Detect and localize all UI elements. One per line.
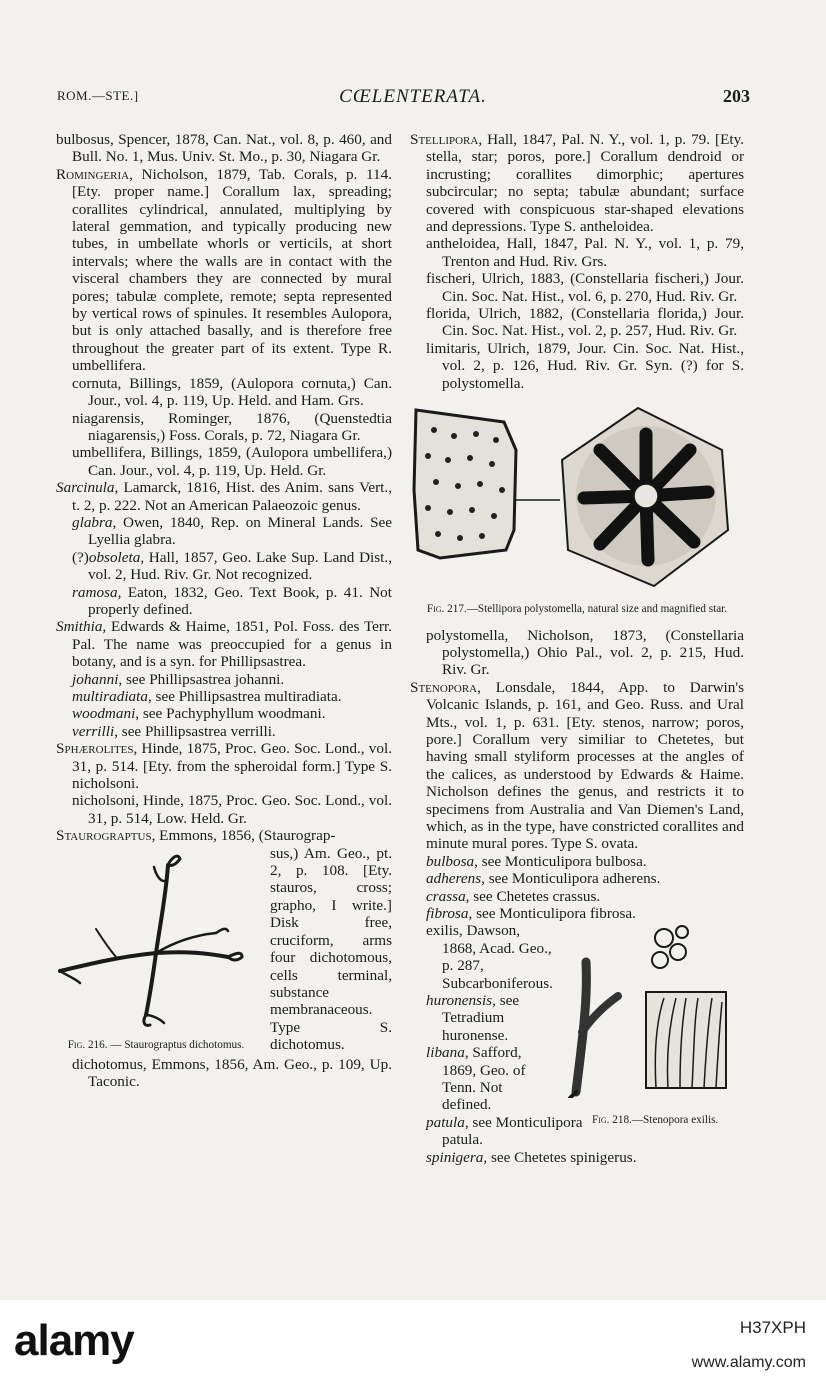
right-column [410, 131, 744, 1166]
entry-verrilli: verrilli, see Phillipsastrea verrilli. [72, 722, 276, 740]
page-number: 203 [723, 86, 750, 106]
entry-huronensis: huronensis, see Tetradium huronense. [426, 992, 520, 1044]
entry-libana: libana, Safford, 1869, Geo. of Tenn. Not defined. [426, 1044, 526, 1114]
stenopora-illustration [552, 922, 744, 1098]
fig218-block [410, 922, 744, 1113]
entry-umbellifera: umbellifera, Billings, 1859, (Aulopora umbellifera,) Can. Jour., vol. 4, p. 119, Up. Held. Gr. [72, 444, 392, 479]
entry-ramosa: ramosa, Eaton, 1832, Geo. Text Book, p. 41. Not properly defined. [72, 583, 392, 618]
entry-florida: florida, Ulrich, 1882, (Constellaria florida,) Jour. Cin. Soc. Nat. Hist., vol. 2, p. 257, Hud. Riv. Gr. [426, 305, 744, 340]
entry-staurograptus: Staurograptus, Emmons, 1856, (Staurograp- [56, 827, 336, 845]
entry-multiradiata: multiradiata, see Phillipsastrea multiradiata. [72, 688, 342, 705]
running-head-title: CŒLENTERATA. [339, 86, 487, 107]
entry-woodmani: woodmani, see Pachyphyllum woodmani. [72, 705, 326, 723]
entry-romingeria: Romingeria, Nicholson, 1879, Tab. Corals, p. 114. [Ety. proper name.] Corallum lax, spreading; corallites cylindrical, annulated, multiplying by lateral gemmation, and typically producing new tubes, in umbellate whorls or verticils, at short intervals; where the walls are in contact with the visceral chambers they are connected by mural pores; tabulæ complete, remote; septa represented by vertical rows of spinules. It resembles Aulopora, but is only attached basally, and is therefore free throughout the greater part of its extent. Type R. umbellifera. [56, 165, 392, 375]
entry-sarcinula: Sarcinula, Lamarck, 1816, Hist. des Anim. sans Vert., t. 2, p. 222. Not an American Palaeozoic genus. [56, 479, 392, 514]
entry-antheloidea: antheloidea, Hall, 1847, Pal. N. Y., vol. 1, p. 79, Trenton and Hud. Riv. Grs. [426, 235, 744, 270]
stenopora-species-list [410, 922, 552, 1113]
entry-obsoleta: (?)obsoleta, Hall, 1857, Geo. Lake Sup. Land Dist., vol. 2, Hud. Riv. Gr. Not recognized. [72, 548, 392, 584]
entry-dichotomus: dichotomus, Emmons, 1856, Am. Geo., p. 109, Up. Taconic. [72, 1055, 392, 1090]
stellipora-magnified-star [562, 408, 728, 586]
entry-fibrosa: fibrosa, see Monticulipora fibrosa. [426, 905, 636, 922]
site-url: www.alamy.com [691, 1354, 806, 1371]
fig216-block [56, 845, 392, 1054]
left-column [56, 131, 392, 1090]
fig216-caption: Fig. 216. — Staurograptus dichotomus. [67, 1039, 245, 1052]
entry-stenopora: Stenopora, Lonsdale, 1844, App. to Darwin's Volcanic Islands, p. 161, and Geo. Russ. and Ural Mts., vol. 1, p. 631. [Ety. stenos, narrow; poros, pore.] Corallum very similiar to Chetetes, but having small styliform processes at the angles of the calices, as understood by Edwards & Haime. Nicholson defines the genus, and restricts it to specimens from Australia and Van Diemen's Land, which, as in the type, have constricted corallites and minute mural pores. Type S. ovata. [410, 678, 744, 853]
brand-logo: alamy [14, 1316, 134, 1365]
entry-exilis: exilis, Dawson, 1868, Acad. Geo., p. 287, Subcarboniferous. [426, 922, 553, 992]
figure-216 [56, 845, 256, 1054]
fig218-caption-row [410, 1114, 744, 1149]
entry-bulbosus: bulbosus, Spencer, 1878, Can. Nat., vol. 8, p. 460, and Bull. No. 1, Mus. Univ. St. Mo., p. 30, Niagara Gr. [56, 131, 392, 166]
stellipora-natural-size-specimen [414, 410, 516, 558]
entry-stellipora: Stellipora, Hall, 1847, Pal. N. Y., vol. 1, p. 79. [Ety. stella, star; poros, pore.] Corallum dendroid or incrusting; corallites dimorphic; apertures subcircular; no septa; tabulæ abundant; surface covered with conspicuous star-shaped elevations and depressions. Type S. antheloidea. [410, 131, 744, 236]
entry-adherens: adherens, see Monticulipora adherens. [426, 870, 661, 888]
entry-nicholsoni: nicholsoni, Hinde, 1875, Proc. Geo. Soc. Lond., vol. 31, p. 514, Low. Held. Gr. [72, 792, 392, 827]
entry-patula: patula, see Monticulipora patula. [426, 1113, 583, 1149]
entry-cornuta: cornuta, Billings, 1859, (Aulopora cornuta,) Can. Jour., vol. 4, p. 119, Up. Held. and Ham. Grs. [72, 374, 392, 410]
entry-spinigera: spinigera, see Chetetes spinigerus. [426, 1148, 637, 1166]
entry-fischeri: fischeri, Ulrich, 1883, (Constellaria fischeri,) Jour. Cin. Soc. Nat. Hist., vol. 6, p. 270, Hud. Riv. Gr. [426, 270, 744, 305]
figure-217 [410, 400, 744, 614]
entry-limitaris: limitaris, Ulrich, 1879, Jour. Cin. Soc. Nat. Hist., vol. 2, p. 126, Hud. Riv. Gr. Syn. (?) for S. polystomella. [426, 339, 744, 392]
entry-crassa: crassa, see Chetetes crassus. [426, 887, 601, 905]
entry-bulbosa: bulbosa, see Monticulipora bulbosa. [426, 852, 647, 870]
stock-image-id: H37XPH [739, 1318, 806, 1337]
figure-218 [552, 922, 744, 1113]
stellipora-illustration [410, 400, 744, 596]
entry-polystomella: polystomella, Nicholson, 1873, (Constellaria polystomella,) Ohio Pal., vol. 2, p. 215, Hud. Riv. Gr. [426, 626, 744, 679]
fig217-caption: Fig. 217.—Stellipora polystomella, natural size and magnified star. [426, 602, 728, 615]
entry-niagarensis: niagarensis, Rominger, 1876, (Quenstedtia niagarensis,) Foss. Corals, p. 72, Niagara Gr. [72, 409, 392, 444]
staurograptus-illustration [56, 845, 256, 1035]
fig218-caption: Fig. 218.—Stenopora exilis. [592, 1113, 719, 1126]
staurograptus-side-text: sus,) Am. Geo., pt. 2, p. 108. [Ety. stauros, cross; grapho, I write.] Disk free, cruciform, arms four dichotomous, cells terminal, substance membranaceous. Type S. dichotomus. [270, 844, 392, 1054]
entry-johanni: johanni, see Phillipsastrea johanni. [72, 670, 285, 688]
entry-glabra: glabra, Owen, 1840, Rep. on Mineral Lands. See Lyellia glabra. [72, 513, 392, 549]
entry-sphaerolites: Sphærolites, Hinde, 1875, Proc. Geo. Soc. Lond., vol. 31, p. 514. [Ety. from the spheroidal form.] Type S. nicholsoni. [56, 740, 392, 793]
running-head-left: ROM.—STE.] [57, 88, 139, 103]
entry-smithia: Smithia, Edwards & Haime, 1851, Pol. Foss. des Terr. Pal. The name was preoccupied for a genus in botany, and is a syn. for Phillipsastrea. [56, 618, 392, 671]
